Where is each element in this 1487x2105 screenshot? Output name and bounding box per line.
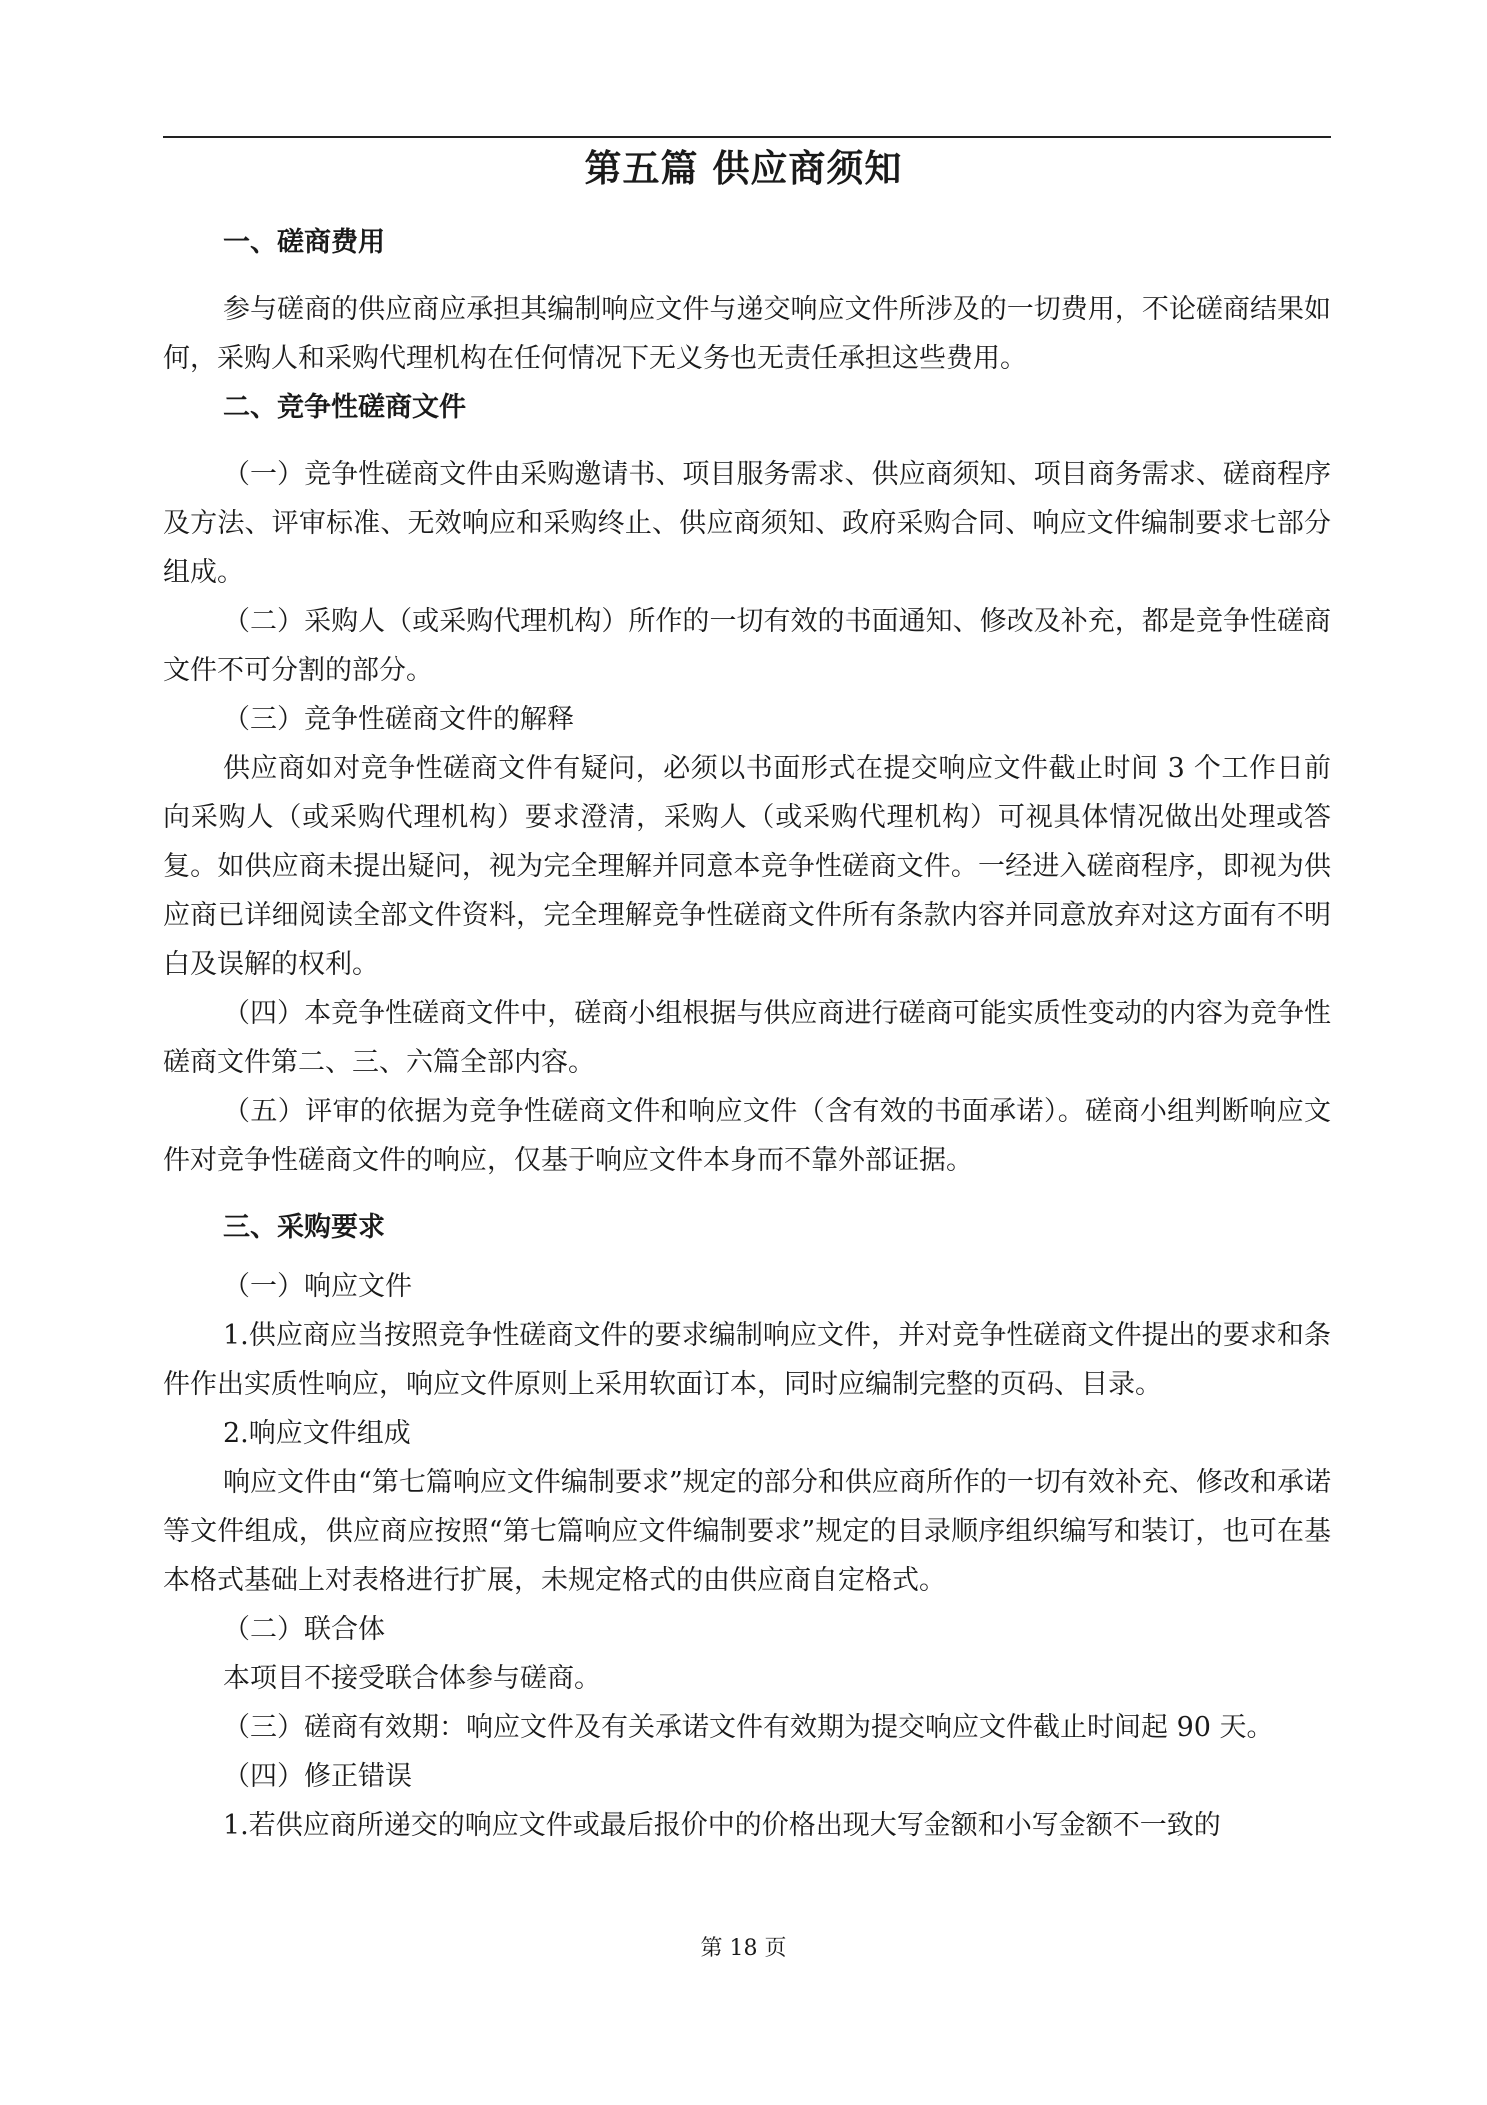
paragraph: 本项目不接受联合体参与磋商。 bbox=[223, 1663, 601, 1694]
section-heading-requirements: 三、采购要求 bbox=[223, 1212, 385, 1243]
subheading: （四）修正错误 bbox=[223, 1761, 412, 1792]
subheading: （三）竞争性磋商文件的解释 bbox=[223, 704, 574, 735]
section-heading-fees: 一、磋商费用 bbox=[223, 227, 385, 258]
paragraph: 1.若供应商所递交的响应文件或最后报价中的价格出现大写金额和小写金额不一致的 bbox=[223, 1810, 1221, 1841]
paragraph: （五）评审的依据为竞争性磋商文件和响应文件（含有效的书面承诺）。磋商小组判断响应文件对竞争性磋商文件的响应，仅基于响应文件本身而不靠外部证据。 bbox=[163, 1096, 1331, 1176]
document-body bbox=[163, 218, 1331, 1850]
page-title: 第五篇 供应商须知 bbox=[584, 146, 903, 190]
paragraph: （四）本竞争性磋商文件中，磋商小组根据与供应商进行磋商可能实质性变动的内容为竞争性磋商文件第二、三、六篇全部内容。 bbox=[163, 998, 1331, 1078]
subheading: 2.响应文件组成 bbox=[223, 1418, 411, 1449]
paragraph: （二）采购人（或采购代理机构）所作的一切有效的书面通知、修改及补充，都是竞争性磋商文件不可分割的部分。 bbox=[163, 606, 1331, 686]
paragraph: （三）磋商有效期：响应文件及有关承诺文件有效期为提交响应文件截止时间起 90 天。 bbox=[223, 1712, 1274, 1743]
page-number: 第 18 页 bbox=[700, 1936, 787, 1961]
paragraph: 供应商如对竞争性磋商文件有疑问，必须以书面形式在提交响应文件截止时间 3 个工作日前向采购人（或采购代理机构）要求澄清，采购人（或采购代理机构）可视具体情况做出处理或答复。如供应商未提出疑问，视为完全理解并同意本竞争性磋商文件。一经进入磋商程序，即视为供应商已详细阅读全部文件资料，完全理解竞争性磋商文件所有条款内容并同意放弃对这方面有不明白及误解的权利。 bbox=[163, 753, 1331, 980]
subheading: （一）响应文件 bbox=[223, 1271, 412, 1302]
paragraph: 1.供应商应当按照竞争性磋商文件的要求编制响应文件，并对竞争性磋商文件提出的要求和条件作出实质性响应，响应文件原则上采用软面订本，同时应编制完整的页码、目录。 bbox=[163, 1320, 1331, 1400]
paragraph: 响应文件由“第七篇响应文件编制要求”规定的部分和供应商所作的一切有效补充、修改和承诺等文件组成，供应商应按照“第七篇响应文件编制要求”规定的目录顺序组织编写和装订，也可在基本格式基础上对表格进行扩展，未规定格式的由供应商自定格式。 bbox=[163, 1467, 1331, 1596]
paragraph: （一）竞争性磋商文件由采购邀请书、项目服务需求、供应商须知、项目商务需求、磋商程序及方法、评审标准、无效响应和采购终止、供应商须知、政府采购合同、响应文件编制要求七部分组成。 bbox=[163, 459, 1331, 588]
section-heading-documents: 二、竞争性磋商文件 bbox=[223, 392, 466, 423]
subheading: （二）联合体 bbox=[223, 1614, 385, 1645]
header-rule bbox=[163, 136, 1331, 138]
paragraph: 参与磋商的供应商应承担其编制响应文件与递交响应文件所涉及的一切费用，不论磋商结果如何，采购人和采购代理机构在任何情况下无义务也无责任承担这些费用。 bbox=[163, 294, 1331, 374]
